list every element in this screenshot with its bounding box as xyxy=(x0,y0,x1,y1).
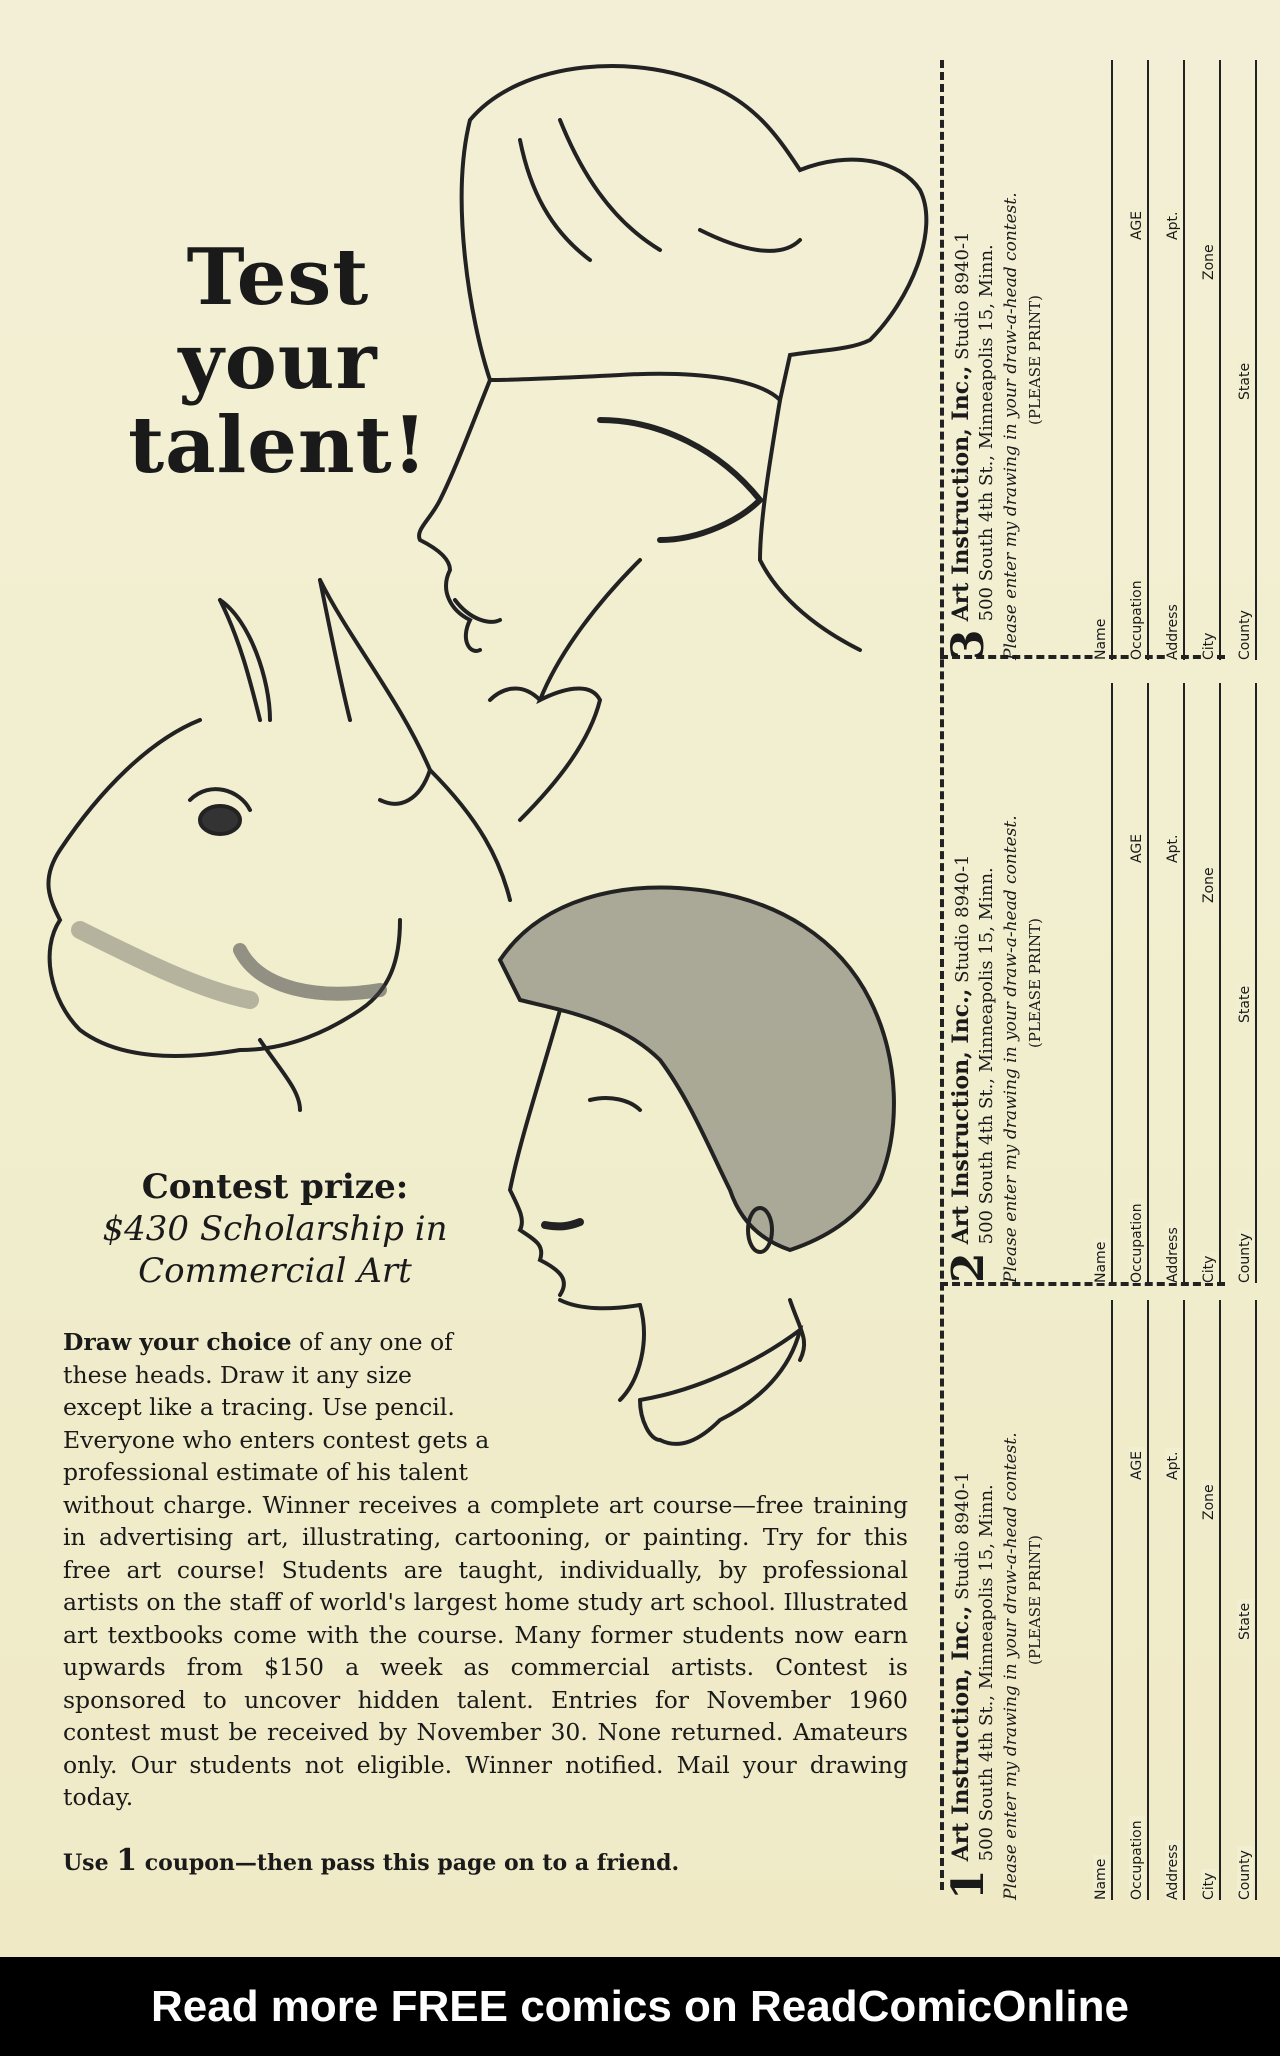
coupon-2-number: 2 xyxy=(943,1252,994,1283)
chef-head-drawing xyxy=(419,66,926,820)
coupon-1-occupation-field[interactable]: Occupation AGE xyxy=(1113,1300,1149,1900)
prize-line-1: $430 Scholarship in xyxy=(102,1209,448,1249)
coupon-1-city-field[interactable]: City Zone xyxy=(1185,1300,1221,1900)
coupon-2-studio: Studio 8940-1 xyxy=(952,854,973,989)
description-lead: Draw your choice xyxy=(63,1328,292,1356)
coupon-1-name-field[interactable]: Name xyxy=(1077,1300,1113,1900)
coupon-1-print: (PLEASE PRINT) xyxy=(1026,1535,1044,1665)
coupon-2-firm: Art Instruction, Inc., xyxy=(948,988,974,1245)
coupon-2-address: 500 South 4th St., Minneapolis 15, Minn. xyxy=(976,867,997,1245)
coupon-2-note: Please enter my drawing in your draw-a-head contest. xyxy=(1001,815,1021,1283)
coupon-3[interactable] xyxy=(943,60,1253,660)
coupon-instruction xyxy=(63,1843,679,1878)
coupon-1[interactable] xyxy=(943,1300,1253,1900)
coupon-2-occupation-field[interactable]: Occupation AGE xyxy=(1113,683,1149,1283)
contest-prize xyxy=(60,1166,490,1292)
coupon-3-name-field[interactable]: Name xyxy=(1077,60,1113,660)
coupon-1-address: 500 South 4th St., Minneapolis 15, Minn. xyxy=(976,1484,997,1862)
coupon-3-firm: Art Instruction, Inc., xyxy=(948,365,974,622)
coupon-2-address-field[interactable]: Address Apt. xyxy=(1149,683,1185,1283)
description-narrow xyxy=(63,1326,493,1489)
headline-line-3: talent! xyxy=(128,400,428,491)
coupon-1-note: Please enter my drawing in your draw-a-head contest. xyxy=(1001,1432,1021,1900)
coupon-cut-line-vertical xyxy=(940,60,944,1890)
coupon-1-number: 1 xyxy=(943,1869,994,1900)
coupon-3-occupation-field[interactable]: Occupation AGE xyxy=(1113,60,1149,660)
coupon-1-studio: Studio 8940-1 xyxy=(952,1471,973,1606)
coupon-1-county-field[interactable]: County State xyxy=(1221,1300,1257,1900)
coupon-3-studio: Studio 8940-1 xyxy=(952,231,973,366)
coupon-2-print: (PLEASE PRINT) xyxy=(1026,918,1044,1048)
coupon-3-address: 500 South 4th St., Minneapolis 15, Minn. xyxy=(976,244,997,622)
footer-post: coupon—then pass this page on to a friend. xyxy=(137,1850,680,1876)
dog-head-drawing xyxy=(48,580,510,1110)
coupon-1-firm: Art Instruction, Inc., xyxy=(948,1605,974,1862)
prize-label: Contest prize: xyxy=(141,1167,409,1207)
description-narrow-text: of any one of these heads. Draw it any size except like a tracing. Use pencil. Everyone who enters contest gets a professional estimate of his talent xyxy=(63,1328,490,1486)
coupon-1-address-field[interactable]: Address Apt. xyxy=(1149,1300,1185,1900)
description-rest: without charge. Winner receives a complete art course—free training in advertising art, illustrating, cartooning, or painting. Try for this free art course! Students are taught, individually, by professional artists on the staff of world's largest home study art school. Illustrated art textbooks come with the course. Many former students now earn upwards from $150 a week as commercial artists. Contest is sponsored to uncover hidden talent. Entries for November 1960 contest must be received by November 30. None returned. Amateurs only. Our students not eligible. Winner notified. Mail your drawing today. xyxy=(63,1490,908,1811)
coupon-2-city-field[interactable]: City Zone xyxy=(1185,683,1221,1283)
promo-banner[interactable]: Read more FREE comics on ReadComicOnline xyxy=(0,1957,1280,2056)
footer-pre: Use xyxy=(63,1850,117,1876)
coupon-3-number: 3 xyxy=(943,629,994,660)
contest-description xyxy=(63,1326,908,1814)
coupon-3-print: (PLEASE PRINT) xyxy=(1026,295,1044,425)
headline-line-2: your xyxy=(178,316,378,407)
coupon-3-city-field[interactable]: City Zone xyxy=(1185,60,1221,660)
coupon-3-county-field[interactable]: County State xyxy=(1221,60,1257,660)
coupon-3-address-field[interactable]: Address Apt. xyxy=(1149,60,1185,660)
coupon-2-name-field[interactable]: Name xyxy=(1077,683,1113,1283)
coupon-2[interactable] xyxy=(943,683,1253,1283)
headline xyxy=(118,232,438,491)
coupon-3-note: Please enter my drawing in your draw-a-head contest. xyxy=(1001,192,1021,660)
footer-number: 1 xyxy=(116,1843,138,1878)
prize-line-2: Commercial Art xyxy=(138,1251,412,1291)
headline-line-1: Test xyxy=(186,232,370,323)
coupon-2-county-field[interactable]: County State xyxy=(1221,683,1257,1283)
